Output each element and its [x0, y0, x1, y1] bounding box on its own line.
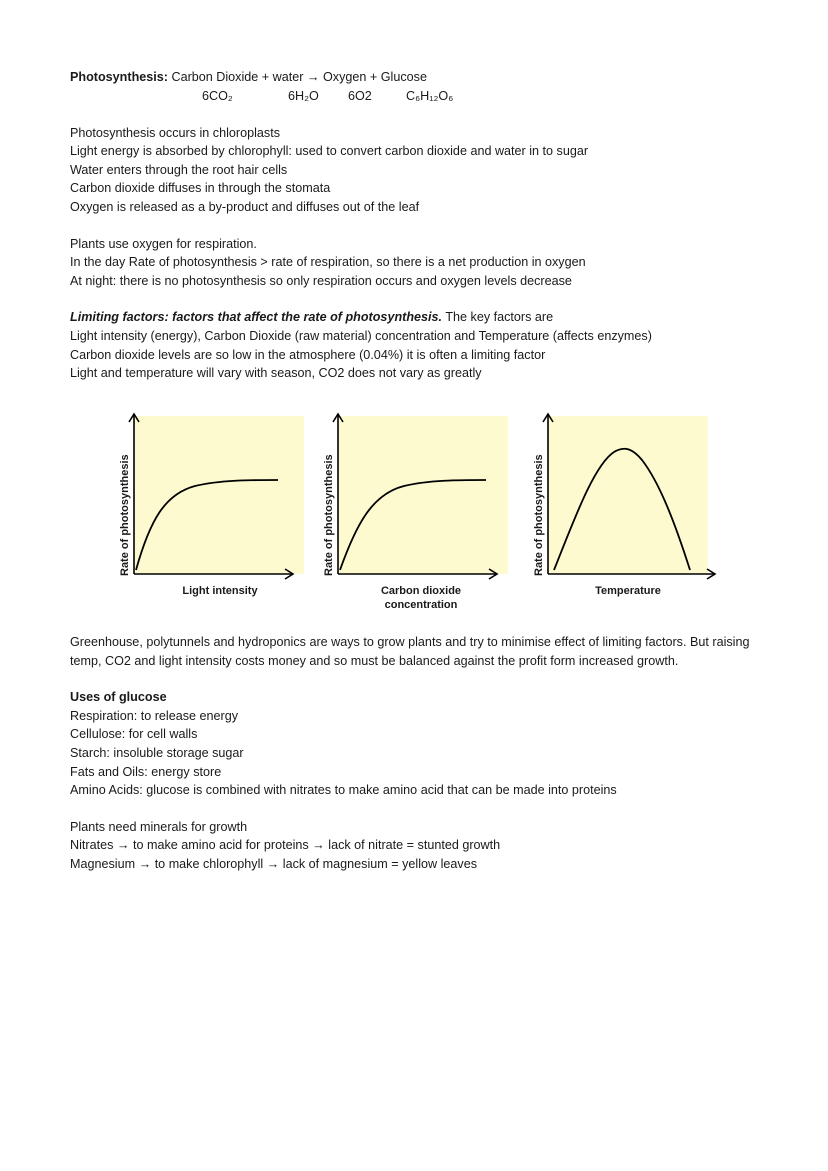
graph-temperature-svg — [524, 410, 724, 590]
limiting-factor-graphs — [0, 410, 828, 625]
para1-line: Light energy is absorbed by chlorophyll: used to convert carbon dioxide and water in to sugar — [70, 144, 589, 159]
formula-h2o: 6H₂O — [288, 88, 319, 103]
minerals-line: Nitrates → to make amino acid for proteins → lack of nitrate = stunted growth — [70, 838, 501, 853]
formula-glucose: C₆H₁₂O₆ — [406, 88, 454, 103]
glucose-use-item: Fats and Oils: energy store — [70, 764, 222, 779]
glucose-uses-heading: Uses of glucose — [70, 690, 167, 705]
graph-light-svg — [110, 410, 310, 590]
formula-row — [70, 87, 790, 106]
minerals-line: Magnesium → to make chlorophyll → lack of magnesium = yellow leaves — [70, 856, 478, 871]
glucose-use-item: Starch: insoluble storage sugar — [70, 745, 244, 760]
graph-carbon-dioxide — [314, 410, 534, 625]
x-axis-label — [358, 584, 484, 612]
limiting-line: Carbon dioxide levels are so low in the atmosphere (0.04%) it is often a limiting factor — [70, 347, 546, 362]
para2-line: At night: there is no photosynthesis so only respiration occurs and oxygen levels decrease — [70, 273, 572, 288]
glucose-use-item: Respiration: to release energy — [70, 708, 239, 723]
para1-line: Carbon dioxide diffuses in through the stomata — [70, 181, 331, 196]
para2-line: Plants use oxygen for respiration. — [70, 236, 257, 251]
y-axis-label: Rate of photosynthesis — [533, 454, 545, 576]
equation-text: Carbon Dioxide + water → Oxygen + Glucose — [167, 70, 427, 84]
minerals-line: Plants need minerals for growth — [70, 819, 248, 834]
limiting-heading-rest: The key factors are — [442, 310, 554, 325]
graph-light-intensity — [110, 410, 330, 625]
x-axis-label-line1: Carbon dioxide — [380, 585, 462, 597]
y-axis-label: Rate of photosynthesis — [119, 454, 131, 576]
graph-background — [338, 416, 508, 574]
formula-o2: 6O2 — [348, 88, 372, 103]
limiting-line: Light and temperature will vary with season, CO2 does not vary as greatly — [70, 366, 482, 381]
x-axis-label: Light intensity — [182, 585, 258, 597]
notes-page-lower — [70, 633, 790, 874]
limiting-heading: Limiting factors: factors that affect the rate of photosynthesis. — [70, 310, 443, 325]
para2-line: In the day Rate of photosynthesis > rate of respiration, so there is a net production in oxygen — [70, 255, 586, 270]
para1-line: Photosynthesis occurs in chloroplasts — [70, 125, 280, 140]
graph-temperature — [524, 410, 744, 625]
para1-line: Water enters through the root hair cells — [70, 162, 288, 177]
graph-co2-svg — [314, 410, 514, 590]
formula-co2: 6CO₂ — [202, 88, 233, 103]
x-axis-label-line2: concentration — [384, 599, 458, 611]
equation-label: Photosynthesis: — [70, 70, 168, 84]
para1-line: Oxygen is released as a by-product and diffuses out of the leaf — [70, 199, 420, 214]
greenhouse-paragraph: Greenhouse, polytunnels and hydroponics are ways to grow plants and try to minimise effect of limiting factors. But raising temp, CO2 and light intensity costs money and so must be balanced against the profit form increased growth. — [70, 635, 750, 668]
glucose-use-item: Amino Acids: glucose is combined with nitrates to make amino acid that can be made into proteins — [70, 783, 617, 798]
glucose-use-item: Cellulose: for cell walls — [70, 727, 198, 742]
y-axis-label: Rate of photosynthesis — [323, 454, 335, 576]
x-axis-label: Temperature — [595, 585, 661, 597]
equation-line — [70, 68, 790, 87]
graph-background — [134, 416, 304, 574]
notes-page — [70, 68, 790, 383]
limiting-line: Light intensity (energy), Carbon Dioxide (raw material) concentration and Temperature (affects enzymes) — [70, 328, 652, 343]
limiting-heading-line — [70, 308, 790, 327]
